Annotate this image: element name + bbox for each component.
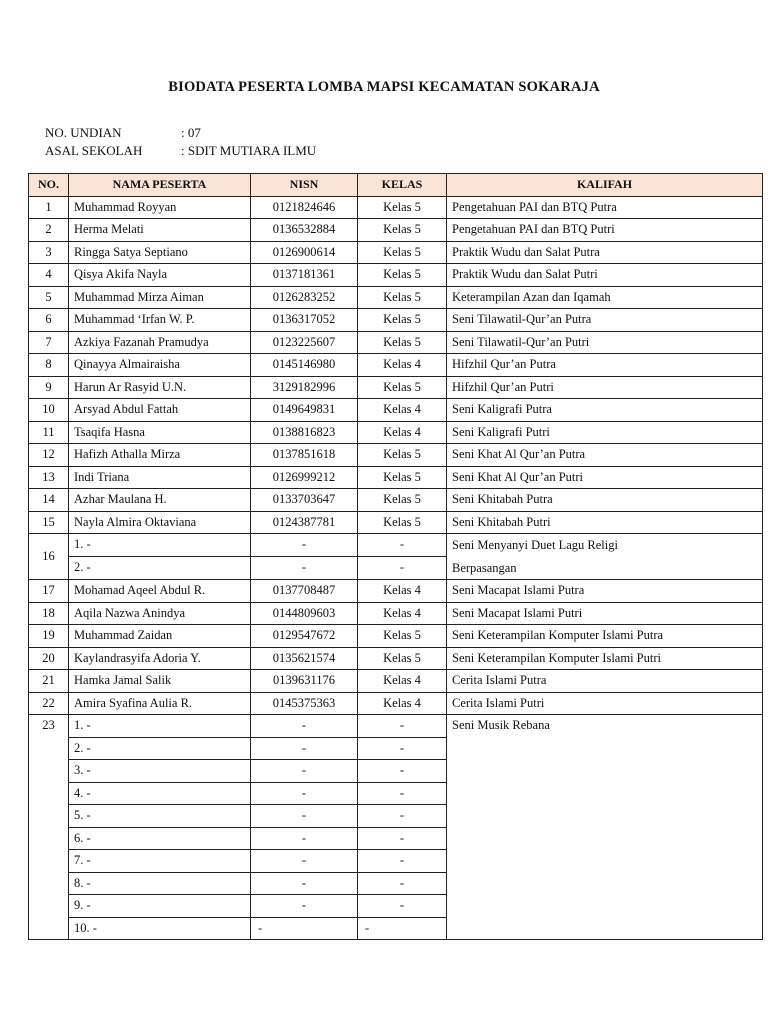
undian-value: : 07 bbox=[181, 125, 201, 140]
cell-nisn: - bbox=[251, 850, 358, 873]
cell-nama: Kaylandrasyifa Adoria Y. bbox=[69, 647, 251, 670]
cell-nisn: 0145146980 bbox=[251, 354, 358, 377]
header-nisn: NISN bbox=[251, 174, 358, 197]
table-body bbox=[29, 196, 763, 940]
cell-kelas: - bbox=[358, 827, 447, 850]
cell-no: 12 bbox=[29, 444, 69, 467]
cell-nisn: - bbox=[251, 917, 358, 940]
header-no: NO. bbox=[29, 174, 69, 197]
cell-nisn: 0129547672 bbox=[251, 625, 358, 648]
cell-kelas: Kelas 4 bbox=[358, 580, 447, 603]
table-row bbox=[29, 331, 763, 354]
cell-no: 5 bbox=[29, 286, 69, 309]
cell-kelas: - bbox=[358, 534, 447, 557]
table-row bbox=[29, 264, 763, 287]
cell-kalifah: Cerita Islami Putra bbox=[447, 670, 763, 693]
cell-kelas: Kelas 5 bbox=[358, 196, 447, 219]
cell-kalifah: Praktik Wudu dan Salat Putra bbox=[447, 241, 763, 264]
table-row bbox=[29, 309, 763, 332]
cell-nama: Nayla Almira Oktaviana bbox=[69, 511, 251, 534]
cell-kalifah: Keterampilan Azan dan Iqamah bbox=[447, 286, 763, 309]
cell-no: 10 bbox=[29, 399, 69, 422]
cell-kelas: - bbox=[358, 917, 447, 940]
table-header-row bbox=[29, 174, 763, 197]
cell-kelas: Kelas 4 bbox=[358, 602, 447, 625]
cell-no: 3 bbox=[29, 241, 69, 264]
cell-kelas: Kelas 5 bbox=[358, 489, 447, 512]
cell-nisn: 0136532884 bbox=[251, 219, 358, 242]
cell-no: 23 bbox=[29, 715, 69, 940]
table-row bbox=[29, 489, 763, 512]
cell-nisn: 0126999212 bbox=[251, 466, 358, 489]
cell-nisn: 0139631176 bbox=[251, 670, 358, 693]
table-row bbox=[29, 196, 763, 219]
cell-nisn: 0126900614 bbox=[251, 241, 358, 264]
cell-nama: Tsaqifa Hasna bbox=[69, 421, 251, 444]
cell-kelas: Kelas 4 bbox=[358, 421, 447, 444]
cell-kalifah: Seni Khat Al Qur’an Putri bbox=[447, 466, 763, 489]
cell-kelas: - bbox=[358, 715, 447, 738]
cell-nama: 3. - bbox=[69, 760, 251, 783]
cell-nisn: - bbox=[251, 805, 358, 828]
cell-no: 17 bbox=[29, 580, 69, 603]
cell-kelas: Kelas 5 bbox=[358, 444, 447, 467]
page-title: BIODATA PESERTA LOMBA MAPSI KECAMATAN SOKARAJA bbox=[168, 79, 600, 95]
cell-nama: Hafizh Athalla Mirza bbox=[69, 444, 251, 467]
table-row bbox=[29, 602, 763, 625]
cell-kalifah: Seni Khat Al Qur’an Putra bbox=[447, 444, 763, 467]
cell-nama: Indi Triana bbox=[69, 466, 251, 489]
cell-nisn: - bbox=[251, 534, 358, 557]
table-row bbox=[29, 376, 763, 399]
cell-no: 9 bbox=[29, 376, 69, 399]
cell-no: 2 bbox=[29, 219, 69, 242]
cell-kalifah: Praktik Wudu dan Salat Putri bbox=[447, 264, 763, 287]
cell-kalifah bbox=[447, 534, 763, 580]
cell-no: 19 bbox=[29, 625, 69, 648]
cell-kalifah: Seni Keterampilan Komputer Islami Putri bbox=[447, 647, 763, 670]
cell-no: 20 bbox=[29, 647, 69, 670]
cell-nisn: 0137851618 bbox=[251, 444, 358, 467]
cell-nisn: 3129182996 bbox=[251, 376, 358, 399]
cell-nisn: 0144809603 bbox=[251, 602, 358, 625]
cell-kalifah: Seni Musik Rebana bbox=[447, 715, 763, 940]
cell-no: 13 bbox=[29, 466, 69, 489]
cell-kalifah: Seni Tilawatil-Qur’an Putri bbox=[447, 331, 763, 354]
cell-kelas: Kelas 5 bbox=[358, 511, 447, 534]
cell-nama: 1. - bbox=[69, 534, 251, 557]
table-row bbox=[29, 534, 763, 557]
cell-no: 18 bbox=[29, 602, 69, 625]
kalifah-line: Berpasangan bbox=[452, 560, 517, 575]
undian-label: NO. UNDIAN bbox=[45, 125, 122, 140]
cell-kelas: Kelas 4 bbox=[358, 692, 447, 715]
cell-nama: 10. - bbox=[69, 917, 251, 940]
cell-nama: 2. - bbox=[69, 737, 251, 760]
cell-kelas: Kelas 5 bbox=[358, 647, 447, 670]
cell-kelas: Kelas 5 bbox=[358, 625, 447, 648]
table-row bbox=[29, 354, 763, 377]
header-nama: NAMA PESERTA bbox=[69, 174, 251, 197]
cell-kelas: - bbox=[358, 805, 447, 828]
cell-nisn: 0149649831 bbox=[251, 399, 358, 422]
cell-nama: Muhammad Zaidan bbox=[69, 625, 251, 648]
cell-nisn: 0126283252 bbox=[251, 286, 358, 309]
cell-kelas: - bbox=[358, 872, 447, 895]
cell-kelas: Kelas 4 bbox=[358, 399, 447, 422]
cell-nama: Herma Melati bbox=[69, 219, 251, 242]
cell-nama: Muhammad Mirza Aiman bbox=[69, 286, 251, 309]
header-kalifah: KALIFAH bbox=[447, 174, 763, 197]
cell-nama: Mohamad Aqeel Abdul R. bbox=[69, 580, 251, 603]
cell-no: 11 bbox=[29, 421, 69, 444]
cell-kalifah: Seni Macapat Islami Putri bbox=[447, 602, 763, 625]
cell-nisn: - bbox=[251, 782, 358, 805]
cell-kelas: Kelas 5 bbox=[358, 331, 447, 354]
cell-no: 7 bbox=[29, 331, 69, 354]
table-row bbox=[29, 625, 763, 648]
cell-kalifah: Seni Keterampilan Komputer Islami Putra bbox=[447, 625, 763, 648]
sekolah-label: ASAL SEKOLAH bbox=[45, 143, 143, 158]
table-row bbox=[29, 399, 763, 422]
table-row bbox=[29, 511, 763, 534]
cell-kelas: Kelas 4 bbox=[358, 670, 447, 693]
kalifah-line: Seni Menyanyi Duet Lagu Religi bbox=[452, 538, 618, 552]
cell-nama: 2. - bbox=[69, 557, 251, 580]
participants-table bbox=[28, 173, 763, 940]
cell-no: 15 bbox=[29, 511, 69, 534]
cell-nisn: 0133703647 bbox=[251, 489, 358, 512]
meta-asal-sekolah bbox=[45, 143, 316, 159]
table-row bbox=[29, 466, 763, 489]
cell-nisn: - bbox=[251, 557, 358, 580]
cell-kelas: Kelas 5 bbox=[358, 466, 447, 489]
cell-no: 14 bbox=[29, 489, 69, 512]
cell-nisn: - bbox=[251, 760, 358, 783]
cell-kalifah: Seni Kaligrafi Putri bbox=[447, 421, 763, 444]
cell-nisn: - bbox=[251, 715, 358, 738]
cell-nisn: 0135621574 bbox=[251, 647, 358, 670]
cell-nama: Muhammad Royyan bbox=[69, 196, 251, 219]
cell-nama: Hamka Jamal Salik bbox=[69, 670, 251, 693]
table-row bbox=[29, 647, 763, 670]
cell-nama: Ringga Satya Septiano bbox=[69, 241, 251, 264]
table-row bbox=[29, 715, 763, 738]
table-row bbox=[29, 421, 763, 444]
cell-kelas: Kelas 5 bbox=[358, 286, 447, 309]
cell-nisn: 0145375363 bbox=[251, 692, 358, 715]
cell-nama: Muhammad ‘Irfan W. P. bbox=[69, 309, 251, 332]
cell-kelas: Kelas 5 bbox=[358, 376, 447, 399]
cell-nisn: 0124387781 bbox=[251, 511, 358, 534]
cell-nama: Azhar Maulana H. bbox=[69, 489, 251, 512]
cell-nisn: 0137181361 bbox=[251, 264, 358, 287]
cell-kelas: - bbox=[358, 557, 447, 580]
cell-nisn: 0121824646 bbox=[251, 196, 358, 219]
cell-nama: 4. - bbox=[69, 782, 251, 805]
cell-nisn: - bbox=[251, 827, 358, 850]
cell-nisn: 0136317052 bbox=[251, 309, 358, 332]
header-kelas: KELAS bbox=[358, 174, 447, 197]
cell-kalifah: Seni Khitabah Putra bbox=[447, 489, 763, 512]
cell-nisn: - bbox=[251, 872, 358, 895]
cell-nama: Qisya Akifa Nayla bbox=[69, 264, 251, 287]
cell-kalifah: Seni Khitabah Putri bbox=[447, 511, 763, 534]
cell-kalifah: Pengetahuan PAI dan BTQ Putri bbox=[447, 219, 763, 242]
cell-nisn: 0137708487 bbox=[251, 580, 358, 603]
cell-nama: 9. - bbox=[69, 895, 251, 918]
table-row bbox=[29, 286, 763, 309]
cell-nama: Qinayya Almairaisha bbox=[69, 354, 251, 377]
cell-nama: Aqila Nazwa Anindya bbox=[69, 602, 251, 625]
cell-kelas: - bbox=[358, 895, 447, 918]
cell-kalifah: Seni Macapat Islami Putra bbox=[447, 580, 763, 603]
sekolah-value: : SDIT MUTIARA ILMU bbox=[181, 143, 317, 158]
cell-nama: 1. - bbox=[69, 715, 251, 738]
meta-undian bbox=[45, 125, 201, 141]
table-row bbox=[29, 444, 763, 467]
cell-kalifah: Hifzhil Qur’an Putra bbox=[447, 354, 763, 377]
cell-nisn: - bbox=[251, 737, 358, 760]
cell-nama: Harun Ar Rasyid U.N. bbox=[69, 376, 251, 399]
cell-kelas: Kelas 5 bbox=[358, 241, 447, 264]
cell-nama: Azkiya Fazanah Pramudya bbox=[69, 331, 251, 354]
cell-kelas: - bbox=[358, 850, 447, 873]
cell-nama: 6. - bbox=[69, 827, 251, 850]
cell-nisn: 0123225607 bbox=[251, 331, 358, 354]
cell-nama: 8. - bbox=[69, 872, 251, 895]
cell-nisn: - bbox=[251, 895, 358, 918]
cell-kelas: - bbox=[358, 760, 447, 783]
cell-no: 1 bbox=[29, 196, 69, 219]
table-row bbox=[29, 580, 763, 603]
cell-kalifah: Cerita Islami Putri bbox=[447, 692, 763, 715]
cell-nama: Arsyad Abdul Fattah bbox=[69, 399, 251, 422]
cell-kelas: - bbox=[358, 737, 447, 760]
table-row bbox=[29, 692, 763, 715]
cell-kelas: Kelas 4 bbox=[358, 354, 447, 377]
cell-kelas: Kelas 5 bbox=[358, 309, 447, 332]
cell-kalifah: Seni Kaligrafi Putra bbox=[447, 399, 763, 422]
cell-nama: 7. - bbox=[69, 850, 251, 873]
cell-no: 8 bbox=[29, 354, 69, 377]
cell-no: 22 bbox=[29, 692, 69, 715]
cell-nama: 5. - bbox=[69, 805, 251, 828]
table-row bbox=[29, 670, 763, 693]
cell-kelas: - bbox=[358, 782, 447, 805]
cell-kalifah: Hifzhil Qur’an Putri bbox=[447, 376, 763, 399]
cell-kelas: Kelas 5 bbox=[358, 264, 447, 287]
cell-no: 4 bbox=[29, 264, 69, 287]
cell-nisn: 0138816823 bbox=[251, 421, 358, 444]
cell-kelas: Kelas 5 bbox=[358, 219, 447, 242]
cell-kalifah: Seni Tilawatil-Qur’an Putra bbox=[447, 309, 763, 332]
cell-no: 6 bbox=[29, 309, 69, 332]
cell-nama: Amira Syafina Aulia R. bbox=[69, 692, 251, 715]
cell-no: 16 bbox=[29, 534, 69, 580]
table-row bbox=[29, 241, 763, 264]
table-row bbox=[29, 219, 763, 242]
cell-no: 21 bbox=[29, 670, 69, 693]
cell-kalifah: Pengetahuan PAI dan BTQ Putra bbox=[447, 196, 763, 219]
